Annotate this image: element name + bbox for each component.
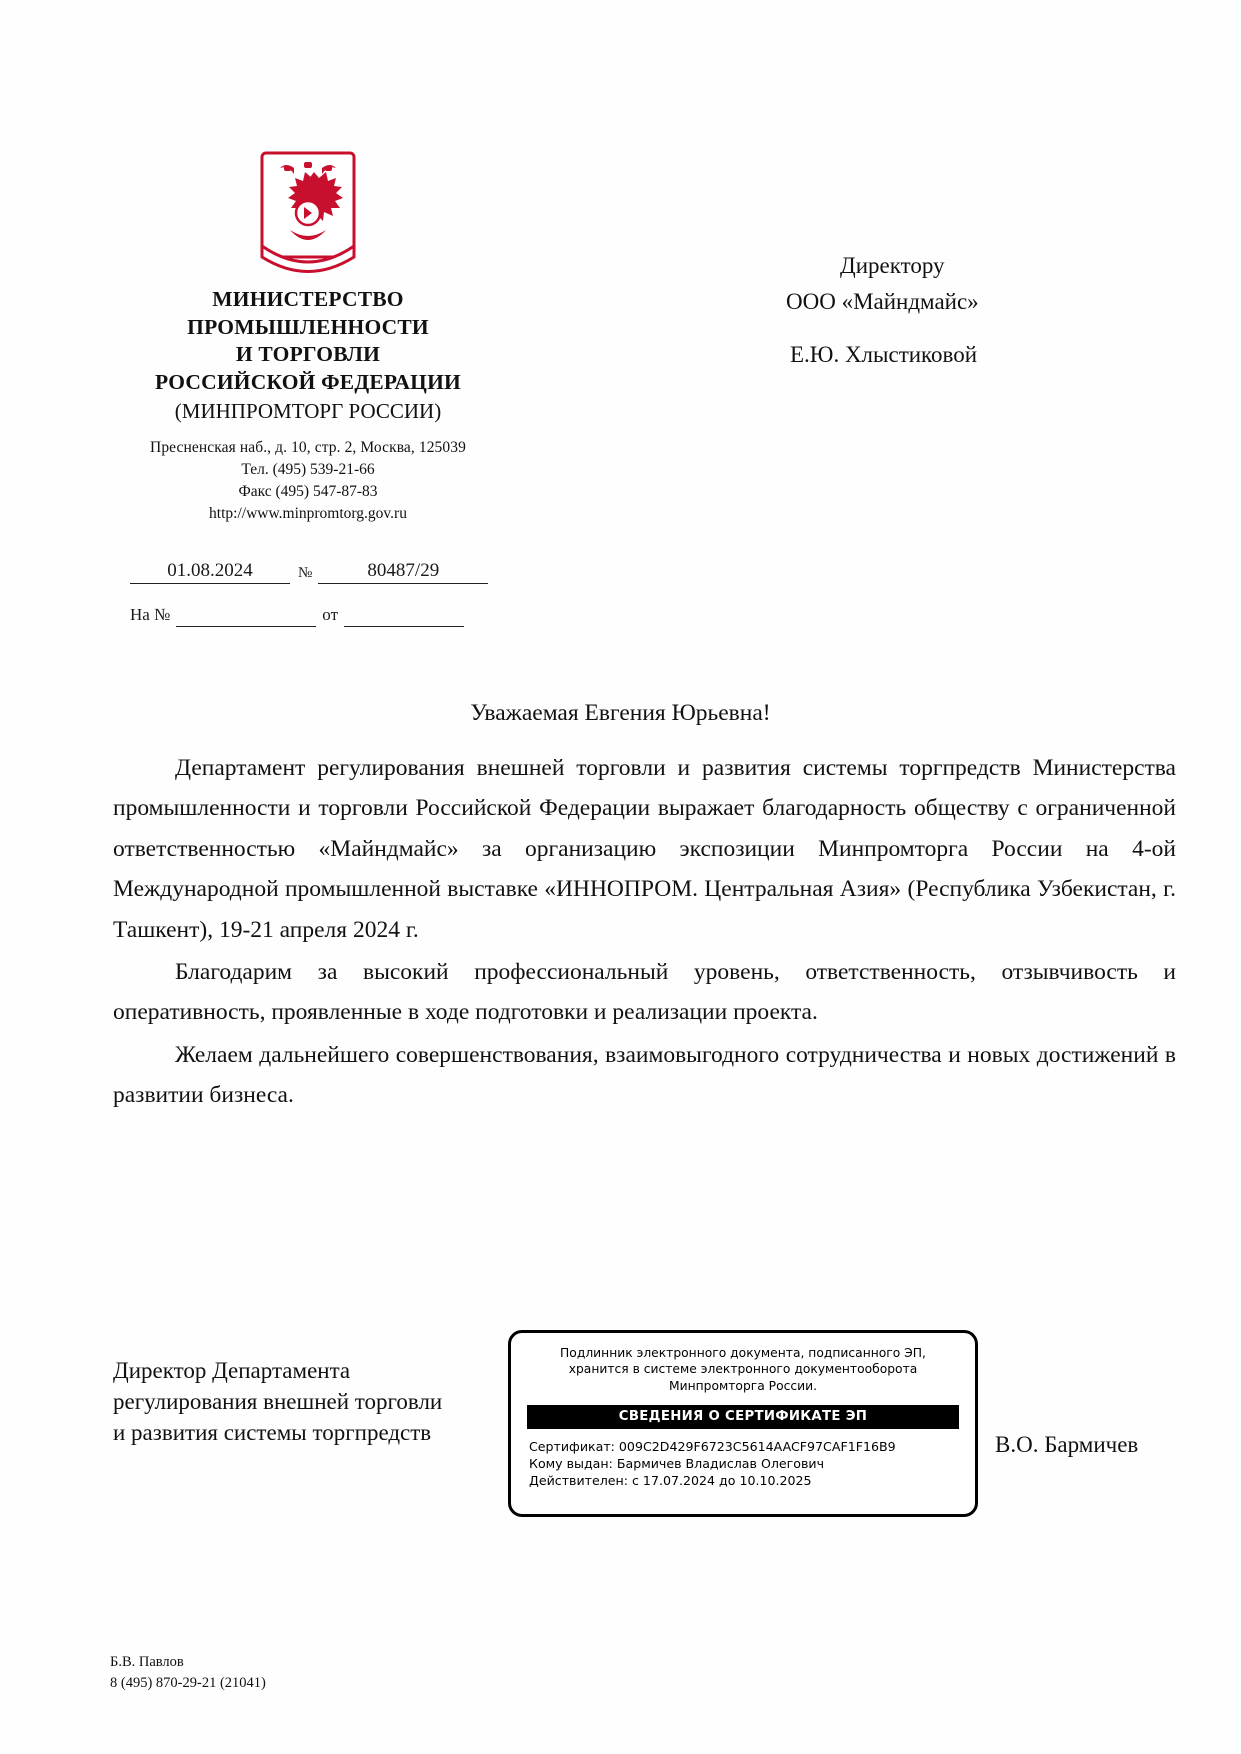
executor-name: Б.В. Павлов [110, 1654, 184, 1670]
es-certificate-bar: СВЕДЕНИЯ О СЕРТИФИКАТЕ ЭП [527, 1405, 959, 1429]
fax-number: Факс (495) 547-87-83 [238, 483, 378, 501]
document-date: 01.08.2024 [130, 560, 290, 584]
addressee-block [760, 248, 1180, 373]
addressee-organization: ООО «Майндмайс» [786, 288, 979, 314]
addressee-name: Е.Ю. Хлыстиковой [790, 342, 978, 368]
signature-title-line-1: Директор Департамента [113, 1358, 351, 1383]
es-stamp-header [525, 1345, 961, 1394]
postal-address: Пресненская наб., д. 10, стр. 2, Москва, 125039 [150, 439, 466, 457]
document-footer [110, 1652, 266, 1694]
russian-coat-of-arms-icon [254, 150, 362, 278]
es-certificate-owner: Кому выдан: Бармичев Владислав Олегович [529, 1456, 825, 1472]
letter-paragraph-1: Департамент регулирования внешней торговли и развития системы торгпредств Министерства промышленности и торговли Российской Федерации выражает благодарность обществу с ограниченной ответственностью «Майндмайс» за организацию экспозиции Минпромторга России на 4-ой Международной промышленной выставке «ИННОПРОМ. Центральная Азия» (Республика Узбекистан, г. Ташкент), 19-21 апреля 2024 г. [113, 755, 1176, 943]
ministry-line-3: И ТОРГОВЛИ [235, 342, 381, 367]
letter-paragraph-3: Желаем дальнейшего совершенствования, взаимовыгодного сотрудничества и новых достижений в развитии бизнеса. [113, 1041, 1176, 1109]
addressee-position: Директору [840, 253, 945, 278]
electronic-signature-stamp [508, 1330, 978, 1517]
contact-block [108, 437, 508, 525]
es-stamp-header-line-3: Минпромторга России. [668, 1378, 818, 1393]
es-certificate-validity: Действителен: с 17.07.2024 до 10.10.2025 [529, 1473, 812, 1489]
ministry-line-1: МИНИСТЕРСТВО [212, 287, 404, 311]
es-stamp-header-line-2: хранится в системе электронного документооборота [568, 1362, 918, 1377]
ministry-short-name: (МИНПРОМТОРГ РОССИИ) [174, 399, 442, 424]
letter-greeting: Уважаемая Евгения Юрьевна! [470, 700, 771, 726]
es-certificate-details [525, 1438, 961, 1489]
phone-number: Тел. (495) 539-21-66 [241, 461, 375, 479]
signature-title-block [113, 1355, 442, 1448]
letter-body [113, 748, 1176, 1118]
ministry-name [108, 286, 508, 396]
reply-number-label: На № [130, 605, 171, 624]
website-url: http://www.minpromtorg.gov.ru [209, 505, 407, 523]
es-certificate-serial: Сертификат: 009C2D429F6723C5614AACF97CAF1F16B9 [529, 1439, 896, 1455]
letter-paragraph-2: Благодарим за высокий профессиональный уровень, ответственность, отзывчивость и оперативность, проявленные в ходе подготовки и реализации проекта. [113, 959, 1176, 1026]
ministry-line-4: РОССИЙСКОЙ ФЕДЕРАЦИИ [155, 369, 461, 394]
reply-reference-line [130, 605, 500, 627]
reply-date-label: от [322, 605, 339, 624]
signature-title-line-3: и развития системы торгпредств [113, 1420, 432, 1446]
document-number-line [130, 560, 500, 584]
number-sign: № [298, 565, 313, 581]
es-stamp-header-line-1: Подлинник электронного документа, подписанного ЭП, [560, 1346, 926, 1360]
signer-name: В.О. Бармичев [995, 1432, 1139, 1457]
reply-number-blank [176, 609, 316, 627]
registration-number: 80487/29 [318, 560, 488, 584]
signature-title-line-2: регулирования внешней торговли [113, 1389, 443, 1415]
letterhead [108, 150, 508, 525]
executor-phone: 8 (495) 870-29-21 (21041) [110, 1675, 266, 1692]
reply-date-blank [344, 609, 464, 627]
ministry-line-2: ПРОМЫШЛЕННОСТИ [187, 314, 429, 339]
